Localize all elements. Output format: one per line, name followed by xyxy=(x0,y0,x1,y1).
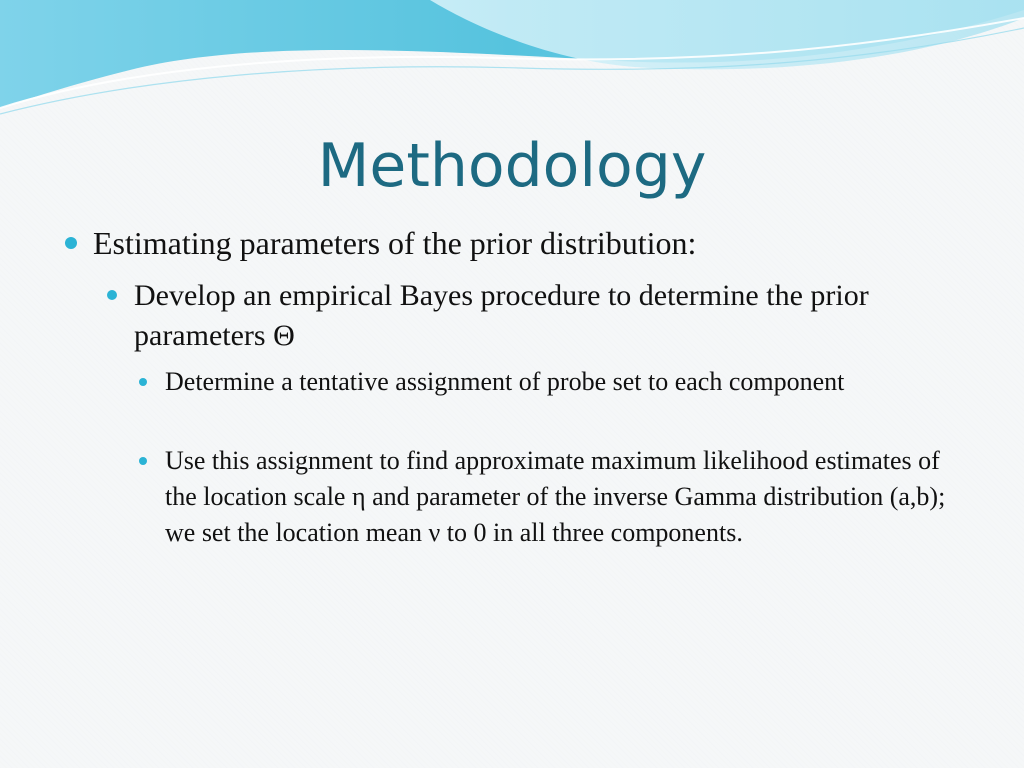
bullet-text: Estimating parameters of the prior distribution: xyxy=(93,225,697,261)
bullet-dot-icon xyxy=(139,457,147,465)
bullet-text: Determine a tentative assignment of probe set to each component xyxy=(165,367,845,396)
bullet-text: Use this assignment to find approximate maximum likelihood estimates of the location scale η and parameter of the inverse Gamma distribution (a,b); we set the location mean ν to 0 in all three components. xyxy=(165,446,946,547)
bullet-dot-icon xyxy=(139,378,147,386)
bullet-dot-icon xyxy=(107,290,117,300)
slide-title: Methodology xyxy=(317,131,707,201)
bullet-dot-icon xyxy=(65,237,77,249)
bullet-text: Develop an empirical Bayes procedure to determine the prior parameters Θ xyxy=(134,279,869,352)
